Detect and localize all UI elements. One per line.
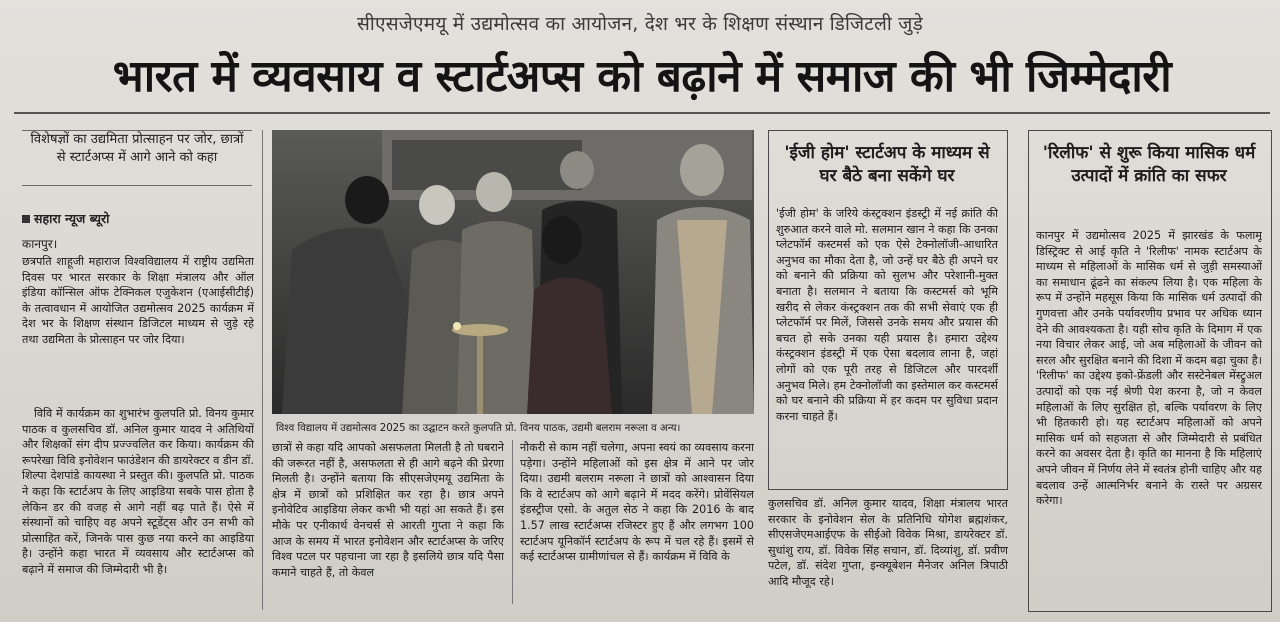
headline: भारत में व्यवसाय व स्टार्टअप्स को बढ़ाने में समाज की भी जिम्मेदारी xyxy=(112,51,1172,102)
byline xyxy=(22,210,252,227)
box-title-easy-home: 'ईजी होम' स्टार्टअप के माध्यम से घर बैठे बना सकेंगे घर xyxy=(784,143,990,186)
column-divider xyxy=(512,440,513,604)
column-4-bottom: कुलसचिव डॉ. अनिल कुमार यादव, शिक्षा मंत्रालय भारत सरकार के इनोवेशन सेल के प्रतिनिधि योगेश ब्रह्मशंकर, सीएसजेएमआईएफ के सीईओ विवेक मिश्रा, डायरेक्टर डॉ. सुधांशु राय, डॉ. विवेक सिंह सचान, डॉ. दिव्यांशु, डॉ. प्रवीण पटेल, डॉ. संदेश गुप्ता, इन्क्यूबेशन मैनेजर अनिल त्रिपाठी आदि मौजूद रहे। xyxy=(768,497,1008,588)
dateline: कानपुर। xyxy=(22,237,58,251)
photo-caption: विश्व विद्यालय में उद्यमोत्सव 2025 का उद्घाटन करते कुलपति प्रो. विनय पाठक, उद्यमी बलराम नरूला व अन्य। xyxy=(276,423,681,434)
byline-text: सहारा न्यूज ब्यूरो xyxy=(34,211,110,226)
byline-square-icon xyxy=(22,215,30,223)
column-2: छात्रों से कहा यदि आपको असफलता मिलती है तो घबराने की जरूरत नहीं है, असफलता से ही आगे बढ़ने की प्रेरणा मिलती है। उन्होंने बताया कि सीएसजेएमयू उद्यमिता के क्षेत्र में छात्रों को प्रशिक्षित कर रहा है। छात्र अपने इनोवेटिव आइडिया लेकर कभी भी यहां आ सकते हैं। इस मौके पर एनीकार्थ वेनचर्स से आरती गुप्ता ने कहा कि आज के समय में भारत इनोवेशन और स्टार्टअप्स के जरिए विश्व पटल पर पहचाना जा रहा है इसलिये छात्र यदि पैसा कमाने चाहते हैं, तो केवल xyxy=(272,441,504,579)
box-title-relief: 'रिलीफ' से शुरू किया मासिक धर्म उत्पादों में क्रांति का सफर xyxy=(1042,143,1256,186)
headline-rule xyxy=(14,112,1270,114)
deck-subheadline: विशेषज्ञों का उद्यमिता प्रोत्साहन पर जोर, छात्रों से स्टार्टअप्स में आगे आने को कहा xyxy=(22,130,252,186)
box-body-easy-home: 'ईजी होम' के जरिये कंस्ट्रक्शन इंडस्ट्री में नई क्रांति की शुरुआत करने वाले मो. सलमान खान ने कहा कि उनका प्लेटफॉर्म कस्टमर्स को एक ऐसे टेक्नोलॉजी-आधारित अनुभव का मौका देता है, जो उन्हें घर बैठे ही अपने घर को बनाने की प्रक्रिया को सुलभ और परेशानी-मुक्त बनाता है। सलमान ने बताया कि कस्टमर्स को भूमि खरीद से लेकर कंस्ट्रक्शन तक की सभी सेवाएं एक ही प्लेटफॉर्म पर मिलें, जिससे उनके समय और प्रयास की बचत हो सके उनका यही प्रयास है। हमारा उद्देश्य कंस्ट्रक्शन इंडस्ट्री में एक ऐसा बदलाव लाना है, जहां लोगों को एक पूरी तरह से डिजिटल और पारदर्शी अनुभव मिले। हम टेक्नोलॉजी का इस्तेमाल कर कस्टमर्स को घर बनाने की प्रक्रिया में हर कदम पर सुविधा प्रदान करना चाहते हैं। xyxy=(776,207,998,423)
kicker-line: सीएसजेएमयू में उद्यमोत्सव का आयोजन, देश भर के शिक्षण संस्थान डिजिटली जुड़े xyxy=(357,13,923,35)
column-3: नौकरी से काम नहीं चलेगा, अपना स्वयं का व्यवसाय करना पड़ेगा। उन्होंने महिलाओं को इस क्षेत्र में आने पर जोर दिया। उद्यमी बलराम नरूला ने छात्रों को आश्वासन दिया कि वे स्टार्टअप को आगे बढ़ाने में मदद करेंगे। प्रोवेंसियल इंडस्ट्रीज एसो. के अतुल सेठ ने कहा कि 2016 के बाद 1.57 लाख स्टार्टअप्स रजिस्टर हुए हैं और लगभग 100 स्टार्टअप यूनिकॉर्न स्टार्टअप के रूप में चल रहे हैं। इसमें से कई स्टार्टअप्स ग्रामीणांचल से हैं। कार्यक्रम में विवि के xyxy=(520,441,754,564)
column-1-para-1: छत्रपति शाहूजी महाराज विश्वविद्यालय में राष्ट्रीय उद्यमिता दिवस पर भारत सरकार के शिक्षा मंत्रालय और ऑल इंडिया कॉन्सिल ऑफ टेक्निकल एजुकेशन (एआईसीटीई) के तत्वावधान में आयोजित उद्यमोत्सव 2025 कार्यक्रम में देश भर के शिक्षण संस्थान डिजिटल माध्यम से जुड़े रहे तथा उद्यमिता के प्रोत्साहन पर जोर दिया। xyxy=(22,255,254,346)
photo-illustration xyxy=(272,130,754,414)
column-divider xyxy=(262,130,263,610)
box-body-relief: कानपुर में उद्यमोत्सव 2025 में झारखंड के फलामू डिस्ट्रिक्ट से आई कृति ने 'रिलीफ' नामक स्टार्टअप के माध्यम से महिलाओं के मासिक धर्म से जुड़ी समस्याओं का समाधान ढूंढने का संकल्प लिया है। एक महिला के रूप में उन्होंने महसूस किया कि मासिक धर्म उत्पादों की गुणवत्ता और उनके पर्यावरणीय प्रभाव पर अधिक ध्यान देने की आवश्यकता है। यही सोच कृति के दिमाग में एक नया विचार लेकर आई, जो अब महिलाओं के जीवन को सरल और सुरक्षित बनाने की दिशा में कदम बढ़ा चुका है। 'रिलीफ' का उद्देश्य इको-फ्रेंडली और सस्टेनेबल मेंस्ट्रुअल उत्पादों को एक नई श्रेणी पेश करना है, जो न केवल महिलाओं के लिए सुरक्षित हो, बल्कि पर्यावरण के लिए भी हितकारी हो। यह स्टार्टअप महिलाओं को अपने मासिक धर्म को सहजता से और जिम्मेदारी से प्रबंधित करने का अवसर देता है। कृति का मानना है कि महिलाएं अपने जीवन में निर्णय लेने में स्वतंत्र होनी चाहिए और यह बदलाव उन्हें आत्मनिर्भर बनाने के रास्ते पर अग्रसर करेगा। xyxy=(1036,229,1262,508)
column-1-para-2: विवि में कार्यक्रम का शुभारंभ कुलपति प्रो. विनय कुमार पाठक व कुलसचिव डॉ. अनिल कुमार यादव ने अतिथियों और शिक्षकों संग दीप प्रज्ज्वलित कर किया। कार्यक्रम की रूपरेखा विवि इनोवेशन फाउंडेशन की डायरेक्टर व डीन डॉ. शिल्पा देशपांडे कायस्था ने प्रस्तुत की। कुलपति प्रो. पाठक ने कहा कि स्टार्टअप के लिए आइडिया सबके पास होता है लेकिन डर की वजह से आगे नहीं बढ़ पाते हैं। ऐसे में संस्थानों को चाहिए वह अपने स्टूडेंट्स और उन सभी को प्रोत्साहित करें, जिनके पास कुछ नया करने का आइडिया है। उन्होंने कहा भारत में व्यवसाय और स्टार्टअप्स को बढ़ाने में समाज की जिम्मेदारी भी है। xyxy=(22,407,254,576)
news-photo xyxy=(272,130,754,414)
